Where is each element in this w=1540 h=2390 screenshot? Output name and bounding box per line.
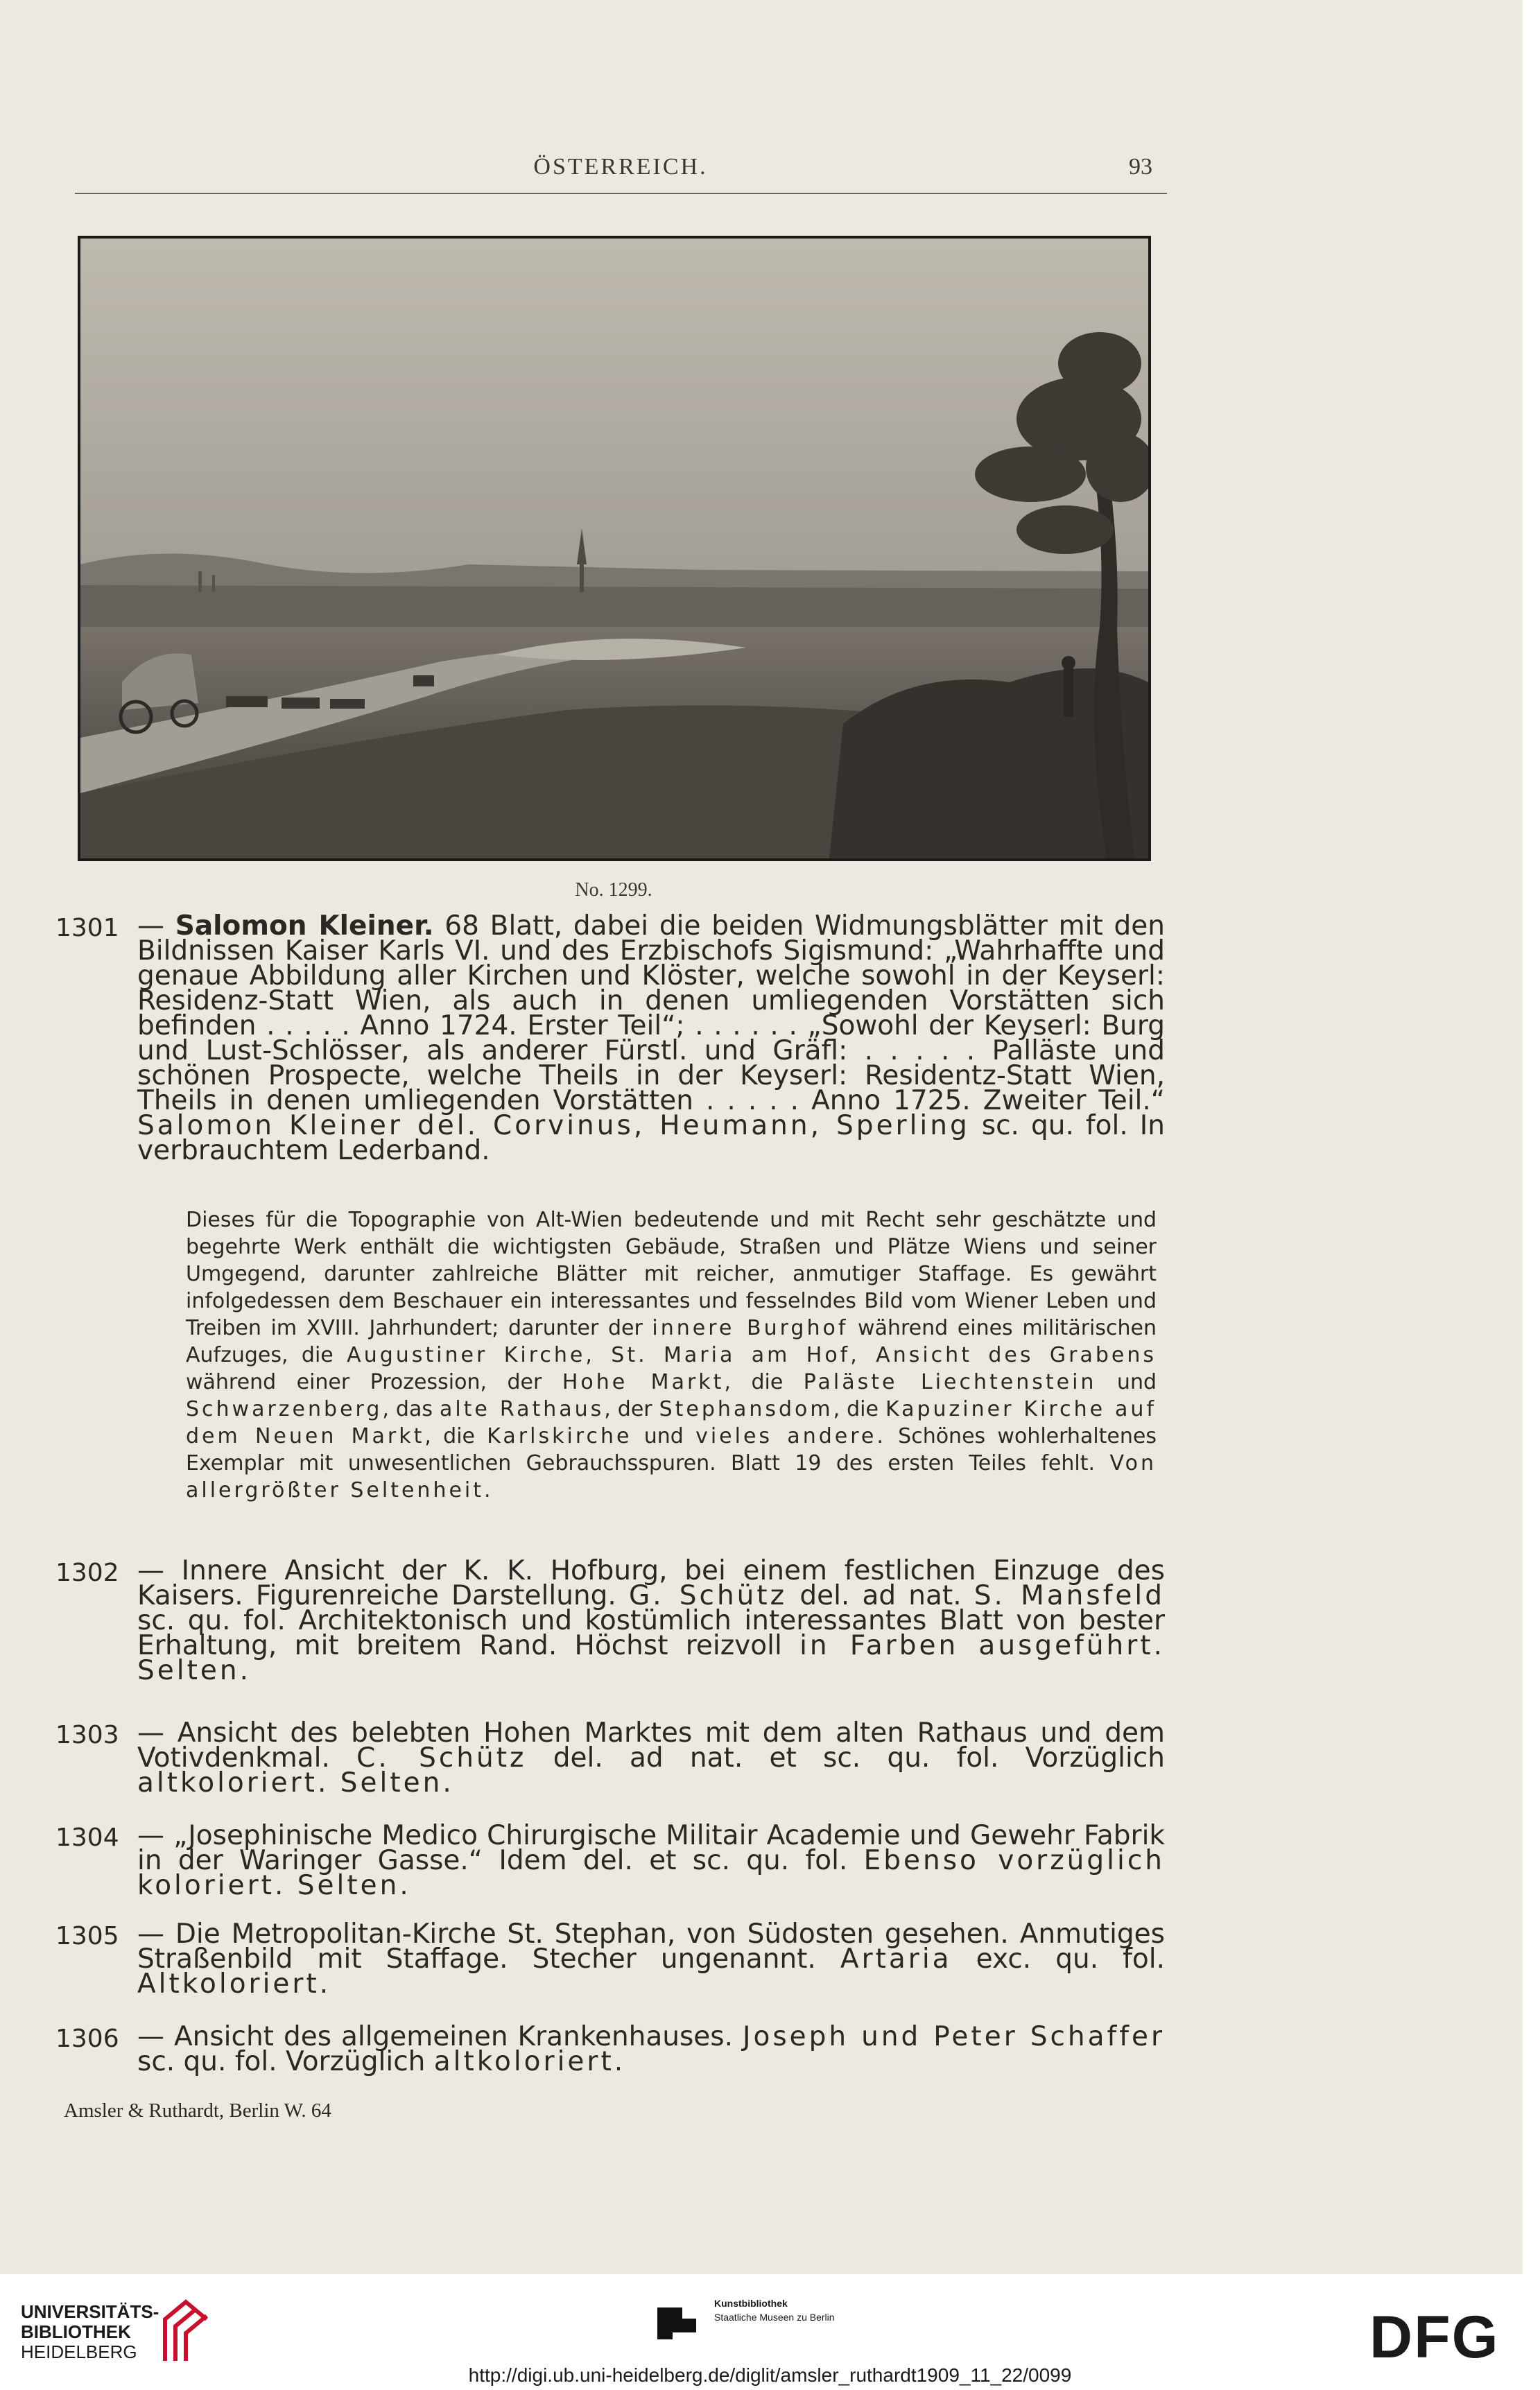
note-highlight: Schwarzenberg xyxy=(186,1397,383,1421)
entry-number: 1306 xyxy=(55,2025,119,2053)
note-text: Dieses für die Topographie von Alt-Wien bedeutende und mit Recht sehr geschätzte und begehrte Werk enthält die wichtigsten Gebäude, Straßen und Plätze Wiens und seiner Umgegend, darunter zahlreiche Blätter mit reicher, anmutiger Staffage. Es gewährt infolgedessen dem Beschauer ein interessantes und fesselndes Bild vom Wiener Leben und Treiben im XVIII. Jahrhundert; darunter der xyxy=(186,1208,1157,1340)
ub-heidelberg-logo[interactable] xyxy=(21,2302,159,2362)
note-highlight: Kapuziner Kirche auf dem Neuen Markt xyxy=(186,1397,1157,1448)
publisher-name: Artaria xyxy=(840,1943,952,1975)
artist-name: G. Schütz xyxy=(628,1580,788,1611)
entry-description: — „Josephinische Medico Chirurgische Militair Academie und Gewehr Fabrik in der Waringer Gasse.“ Idem del. et sc. qu. fol. xyxy=(137,1820,1165,1876)
viewer-footer xyxy=(0,2274,1540,2390)
note-text: während eines militärischen Aufzuges, die xyxy=(186,1316,1157,1367)
catalog-entry-1302 xyxy=(55,1555,1165,1686)
note-highlight: Hohe Markt xyxy=(562,1370,725,1394)
note-highlight: Augustiner Kirche, St. Maria am Hof, Ansicht des Grabens xyxy=(347,1343,1157,1367)
note-highlight: vieles andere. xyxy=(695,1424,886,1448)
vienna-landscape-illustration xyxy=(80,239,1148,858)
publisher-imprint: Amsler & Ruthardt, Berlin W. 64 xyxy=(64,2099,331,2122)
catalog-entry-1303 xyxy=(55,1717,1166,1799)
dfg-logo[interactable]: DFG xyxy=(1369,2304,1500,2371)
engravers: Salomon Kleiner del. Corvinus, Heumann, Sperling xyxy=(137,1110,970,1141)
entry-description: del. ad nat. et sc. qu. fol. Vorzüglich xyxy=(526,1742,1166,1774)
kunstbibliothek-logo[interactable] xyxy=(714,2296,835,2324)
entry-number: 1301 xyxy=(55,914,119,942)
entry-format: sc. qu. fol. In verbrauchtem Lederband. xyxy=(137,1110,1165,1166)
entry-highlight: Altkoloriert. xyxy=(137,1968,331,2000)
running-header-title: ÖSTERREICH. xyxy=(533,154,708,180)
note-text: , die xyxy=(424,1424,487,1448)
note-highlight: Karlskirche xyxy=(487,1424,632,1448)
note-text: und xyxy=(1096,1370,1157,1394)
entry-description: — Ansicht des belebten Hohen Marktes mit dem alten Rathaus und dem Votivdenkmal. xyxy=(137,1717,1165,1774)
note-highlight: Von allergrößter Seltenheit. xyxy=(186,1451,1157,1503)
note-text: , das xyxy=(382,1397,440,1421)
entry-number: 1303 xyxy=(55,1721,119,1749)
kb-title: Kunstbibliothek xyxy=(714,2298,788,2309)
entry-description: — Ansicht des allgemeinen Krankenhauses. xyxy=(137,2021,743,2052)
ub-logo-line: HEIDELBERG xyxy=(21,2341,137,2362)
note-highlight: innere Burghof xyxy=(652,1316,849,1340)
engraver-name: Joseph und Peter Schaffer xyxy=(743,2021,1165,2052)
ub-logo-line: BIBLIOTHEK xyxy=(21,2321,131,2342)
entry-dash: — xyxy=(137,910,175,942)
ub-logo-line: UNIVERSITÄTS- xyxy=(21,2301,159,2322)
entry-description: 68 Blatt, dabei die beiden Widmungsblätter mit den Bildnissen Kaiser Karls VI. und des Erzbischofs Sigismund: „Wahrhaffte und genaue Abbildung aller Kirchen und Klöster, welche sowohl in der Keyserl: Residenz-Statt Wien, als auch in denen umliegenden Vorstätten sich befinden . . . . . Anno 1724. Erster Teil“; . . . . . . „Sowohl der Keyserl: Burg und Lust-Schlösser, als anderer Fürstl. und Gräfl: . . . . . Palläste und schönen Prospecte, welche Theils in der Keyserl: Residentz-Statt Wien, Theils in denen umliegenden Vorstätten . . . . . Anno 1725. Zweiter Teil.“ xyxy=(137,910,1165,1116)
entry-highlight: altkoloriert. xyxy=(433,2046,626,2077)
catalog-entry-1301 xyxy=(55,910,1165,1166)
note-highlight: Paläste Liechtenstein xyxy=(803,1370,1097,1394)
header-rule xyxy=(75,193,1167,194)
entry-description: — Innere Ansicht der K. K. Hofburg, bei einem festlichen Einzuge des Kaisers. Figurenreiche Darstellung. xyxy=(137,1555,1165,1611)
entry-text xyxy=(137,910,1165,1166)
catalog-entry-1304 xyxy=(55,1820,1165,1901)
note-text: während einer Prozession, der xyxy=(186,1370,562,1394)
artist-name: Salomon Kleiner. xyxy=(175,910,434,942)
page-number: 93 xyxy=(1129,154,1152,180)
entry-description: — Die Metropolitan-Kirche St. Stephan, von Südosten gesehen. Anmutiges Straßenbild mit Staffage. Stecher ungenannt. xyxy=(137,1919,1165,1975)
entry-number: 1302 xyxy=(55,1559,119,1587)
entry-number: 1305 xyxy=(55,1922,119,1950)
engraver-name: S. Mansfeld xyxy=(974,1580,1165,1611)
entry-text xyxy=(137,1820,1165,1901)
entry-description: exc. qu. fol. xyxy=(951,1943,1165,1975)
entry-text xyxy=(137,1555,1165,1686)
catalog-note-1301 xyxy=(186,1206,1157,1504)
catalog-entry-1305 xyxy=(55,1919,1165,2000)
note-text: Schönes wohlerhaltenes Exemplar mit unwesentlichen Gebrauchsspuren. Blatt 19 des ersten Teiles fehlt. xyxy=(186,1424,1157,1475)
entry-number: 1304 xyxy=(55,1824,119,1852)
engraving-plate xyxy=(78,236,1151,861)
catalog-entry-1306 xyxy=(55,2021,1165,2077)
note-text: und xyxy=(632,1424,696,1448)
entry-description: sc. qu. fol. Architektonisch und kostümlich interessantes Blatt von bester Erhaltung, mit breitem Rand. Höchst reizvoll xyxy=(137,1605,1165,1661)
entry-text xyxy=(137,1919,1165,2000)
note-text: , die xyxy=(833,1397,885,1421)
note-highlight: Stephansdom xyxy=(659,1397,833,1421)
kunstbibliothek-mark-icon xyxy=(655,2298,699,2342)
kb-subtitle: Staatliche Museen zu Berlin xyxy=(714,2312,835,2323)
entry-highlight: altkoloriert. Selten. xyxy=(137,1767,454,1799)
note-highlight: alte Rathaus xyxy=(439,1397,605,1421)
entry-text xyxy=(137,2021,1165,2077)
entry-text xyxy=(137,1717,1166,1799)
entry-description: sc. qu. fol. Vorzüglich xyxy=(137,2046,434,2077)
entry-description: del. ad nat. xyxy=(787,1580,974,1611)
entry-highlight: in Farben ausgeführt. Selten. xyxy=(137,1630,1165,1686)
entry-highlight: Ebenso vorzüglich koloriert. Selten. xyxy=(137,1845,1165,1901)
note-text: , die xyxy=(724,1370,804,1394)
ub-heidelberg-mark-icon xyxy=(158,2295,214,2364)
plate-caption: No. 1299. xyxy=(575,879,652,901)
artist-name: C. Schütz xyxy=(356,1742,527,1774)
permalink-url[interactable]: http://digi.ub.uni-heidelberg.de/diglit/amsler_ruthardt1909_11_22/0099 xyxy=(468,2364,1072,2386)
note-text: , der xyxy=(604,1397,659,1421)
